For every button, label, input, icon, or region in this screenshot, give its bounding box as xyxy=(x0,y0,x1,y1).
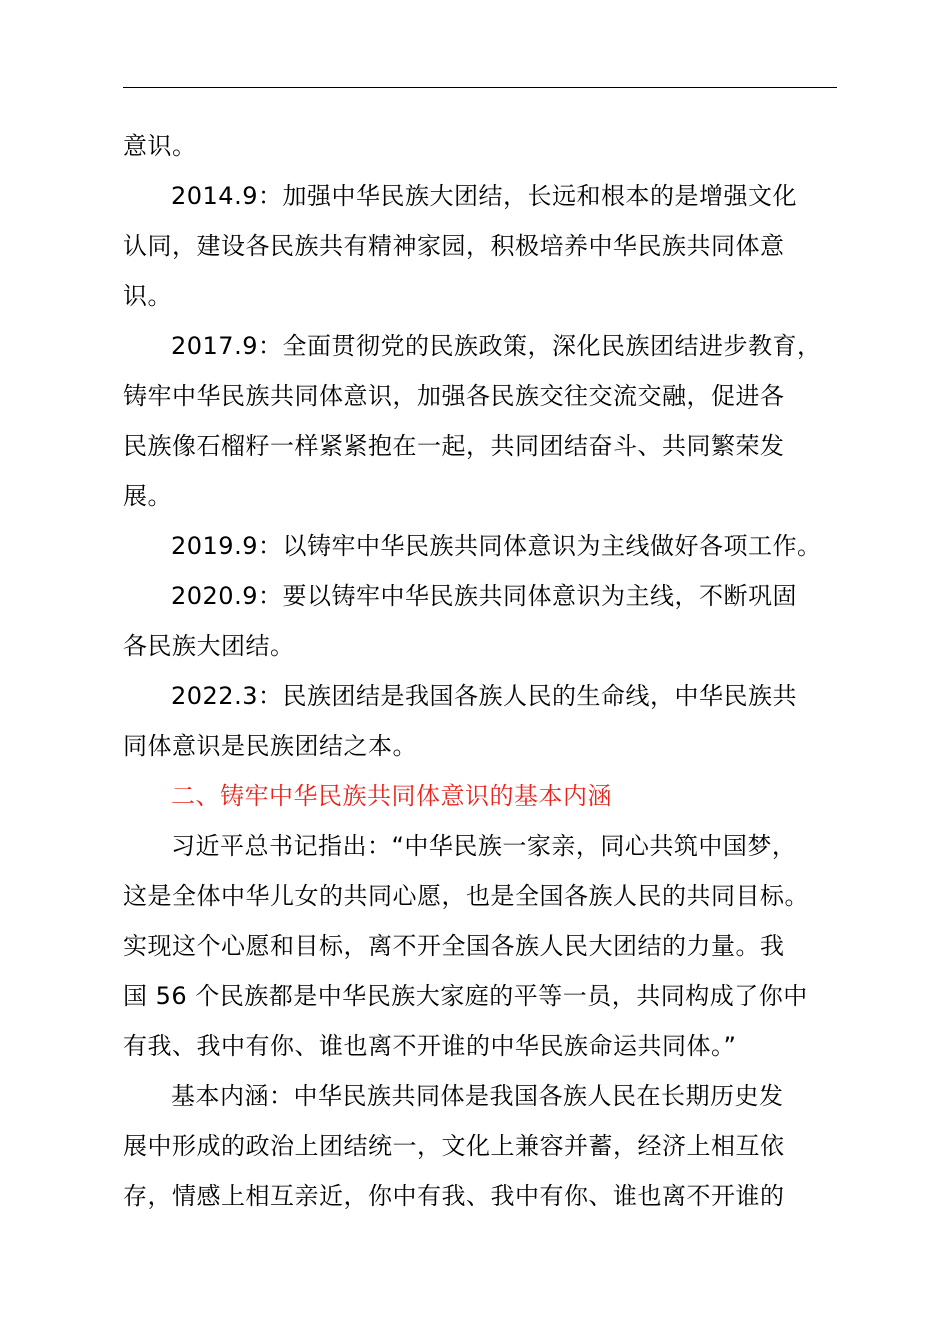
text-line: 各民族大团结。 xyxy=(123,632,295,660)
text-line: 2020.9：要以铸牢中华民族共同体意识为主线，不断巩固 xyxy=(171,582,797,610)
text-line: 民族像石榴籽一样紧紧抱在一起，共同团结奋斗、共同繁荣发 xyxy=(123,432,785,460)
text-line: 2022.3：民族团结是我国各族人民的生命线，中华民族共 xyxy=(171,682,797,710)
text-line: 这是全体中华儿女的共同心愿，也是全国各族人民的共同目标。 xyxy=(123,882,809,910)
text-line: 展中形成的政治上团结统一，文化上兼容并蓄，经济上相互依 xyxy=(123,1132,785,1160)
text-line: 习近平总书记指出：“中华民族一家亲，同心共筑中国梦， xyxy=(171,832,797,860)
text-line: 认同，建设各民族共有精神家园，积极培养中华民族共同体意 xyxy=(123,232,785,260)
text-line: 实现这个心愿和目标，离不开全国各族人民大团结的力量。我 xyxy=(123,932,785,960)
section-heading: 二、铸牢中华民族共同体意识的基本内涵 xyxy=(171,782,612,810)
text-line: 铸牢中华民族共同体意识，加强各民族交往交流交融，促进各 xyxy=(123,382,785,410)
text-line: 存，情感上相互亲近，你中有我、我中有你、谁也离不开谁的 xyxy=(123,1182,785,1210)
text-line: 识。 xyxy=(123,282,172,310)
text-line: 2017.9：全面贯彻党的民族政策，深化民族团结进步教育， xyxy=(171,332,822,360)
text-line: 2019.9：以铸牢中华民族共同体意识为主线做好各项工作。 xyxy=(171,532,822,560)
text-line: 基本内涵：中华民族共同体是我国各族人民在长期历史发 xyxy=(171,1082,784,1110)
text-line: 展。 xyxy=(123,482,172,510)
header-rule xyxy=(123,87,837,88)
text-line: 意识。 xyxy=(123,132,197,160)
text-line: 有我、我中有你、谁也离不开谁的中华民族命运共同体。” xyxy=(123,1032,737,1060)
text-line: 同体意识是民族团结之本。 xyxy=(123,732,417,760)
text-line: 国 56 个民族都是中华民族大家庭的平等一员，共同构成了你中 xyxy=(123,982,808,1010)
text-line: 2014.9：加强中华民族大团结，长远和根本的是增强文化 xyxy=(171,182,797,210)
